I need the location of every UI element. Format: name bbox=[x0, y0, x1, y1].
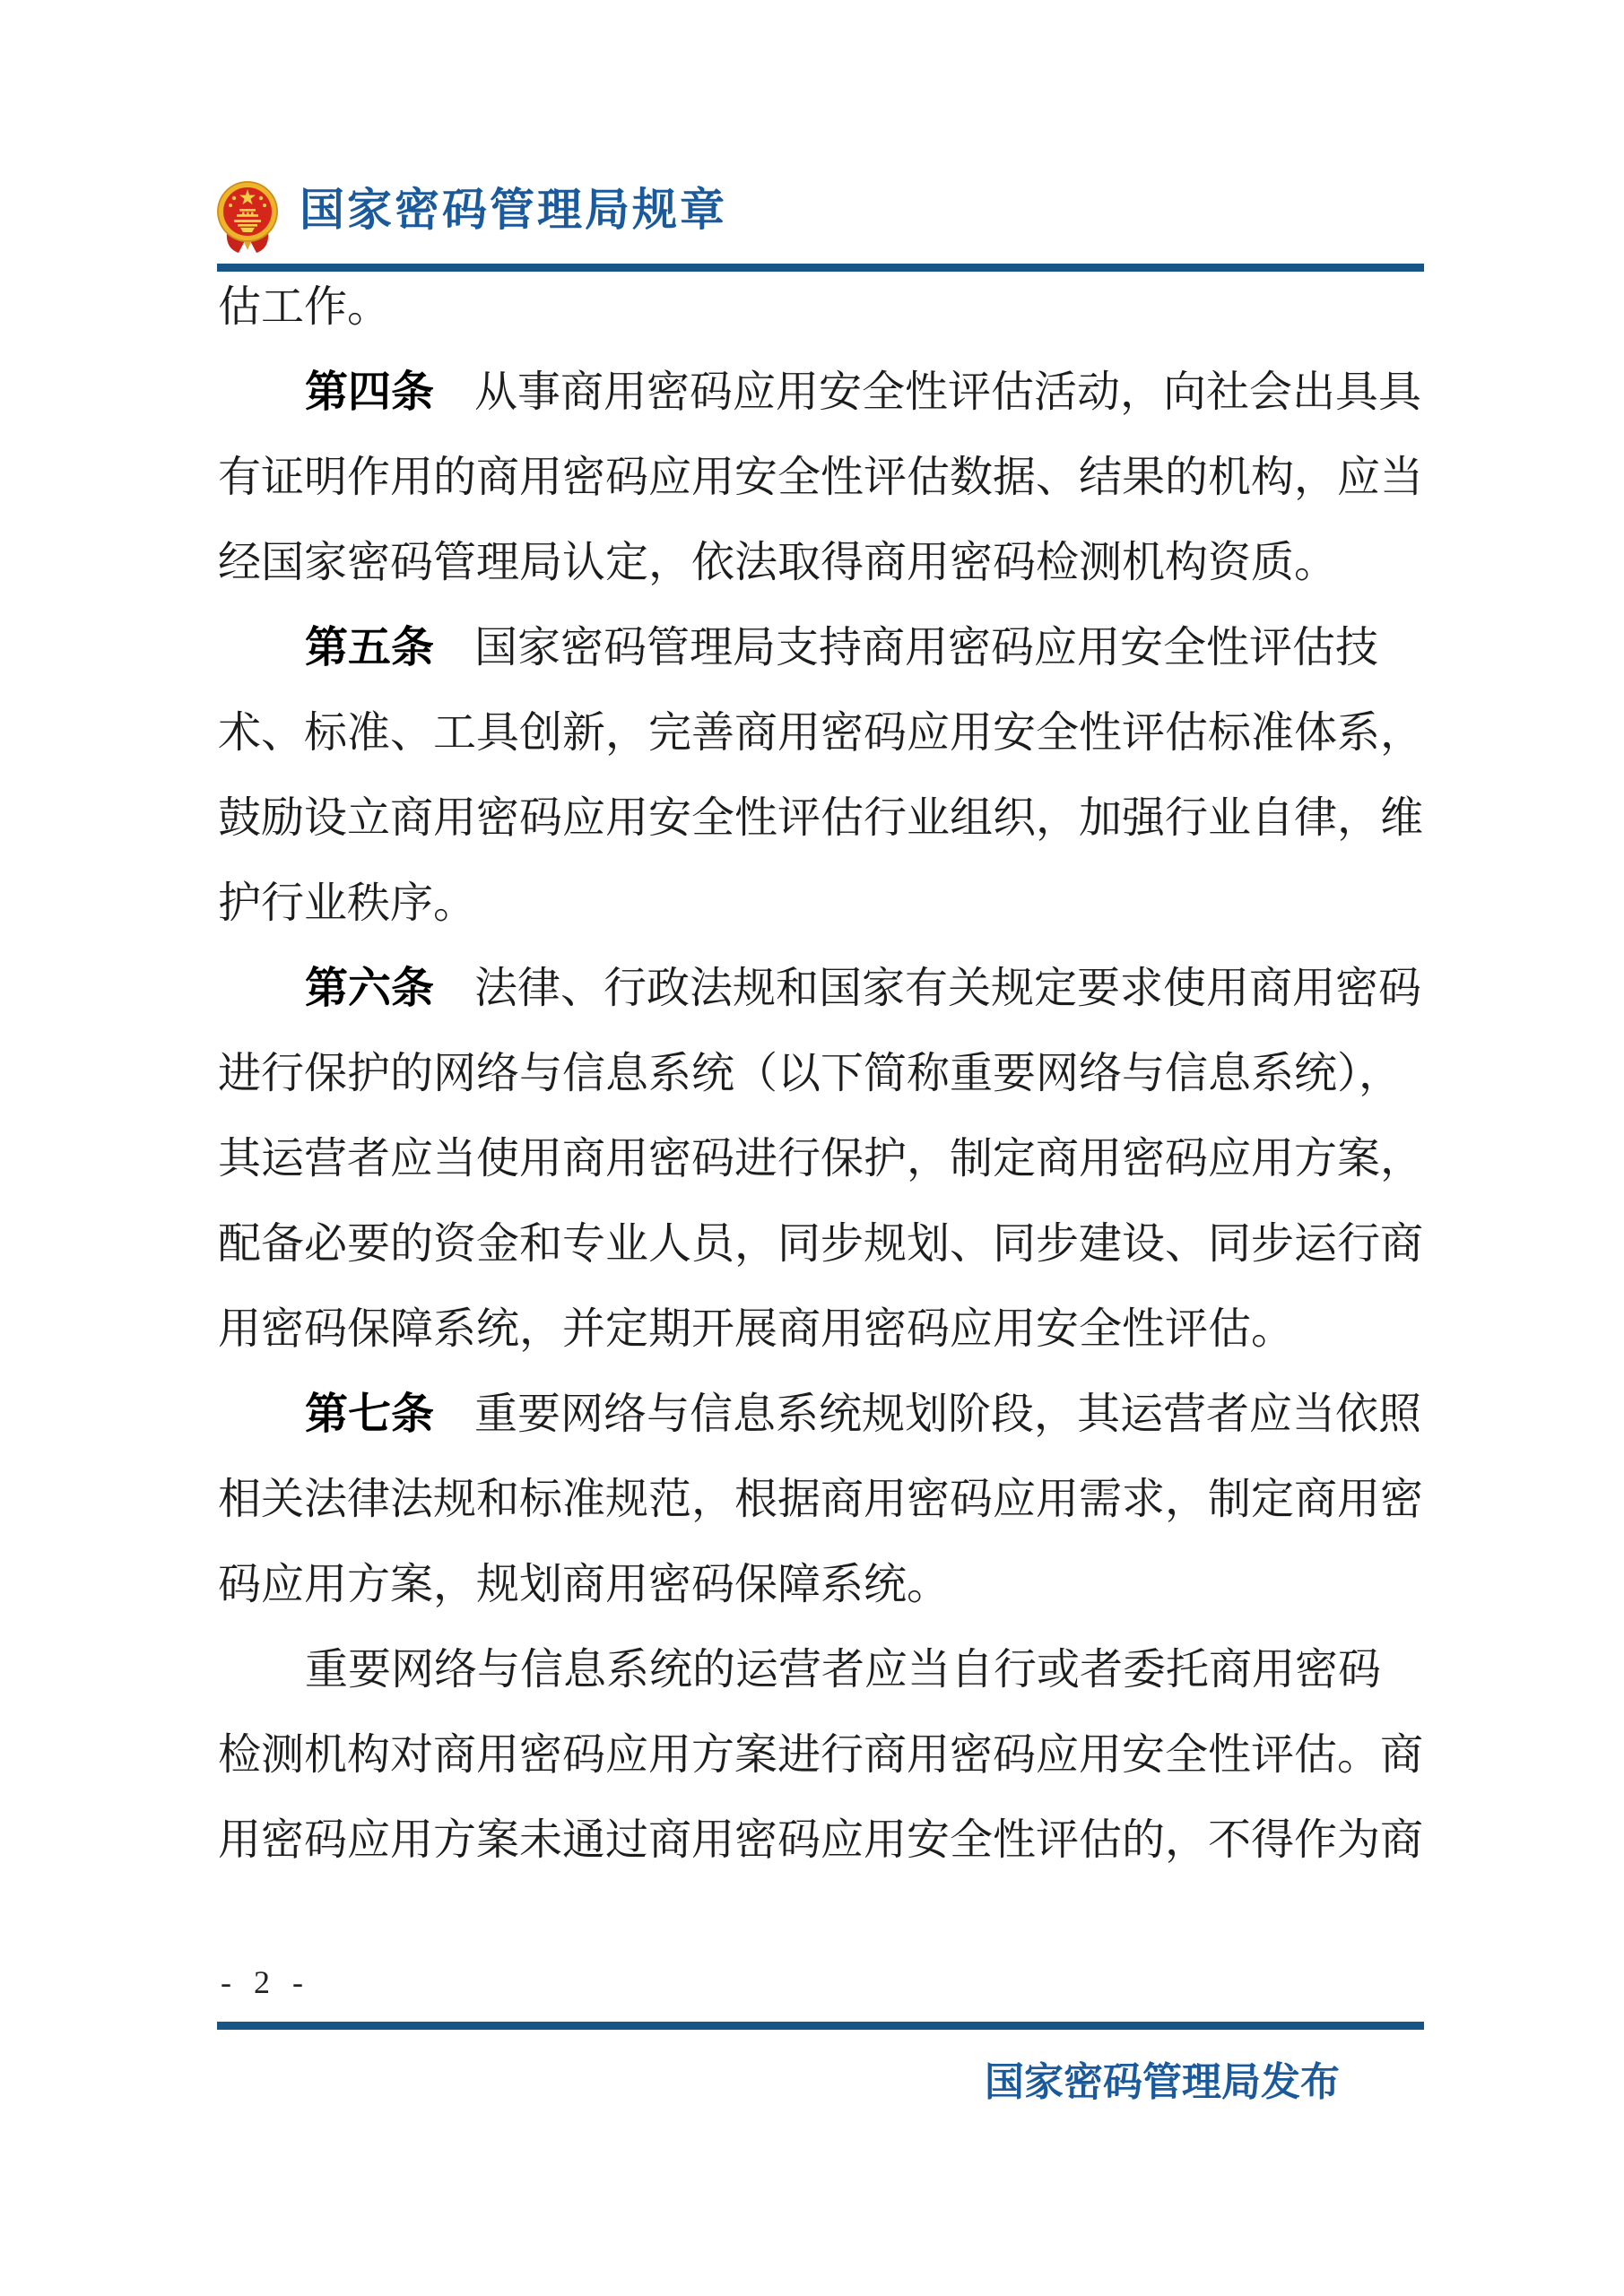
body-line bbox=[218, 350, 1425, 435]
body-line bbox=[218, 1457, 1425, 1542]
body-line bbox=[218, 1372, 1425, 1457]
national-emblem-icon bbox=[215, 178, 280, 254]
body-line-text: 检测机构对商用密码应用方案进行商用密码应用安全性评估。商 bbox=[218, 1731, 1424, 1779]
body-line-text: 护行业秩序。 bbox=[218, 879, 477, 927]
article-number: 第五条 bbox=[305, 624, 435, 671]
body-line-text: 配备必要的资金和专业人员，同步规划、同步建设、同步运行商 bbox=[218, 1220, 1424, 1268]
body-line bbox=[218, 1712, 1425, 1798]
footer-divider bbox=[217, 2022, 1424, 2030]
body-line-text: 经国家密码管理局认定，依法取得商用密码检测机构资质。 bbox=[218, 539, 1338, 586]
body-line-text: 重要网络与信息系统的运营者应当自行或者委托商用密码 bbox=[305, 1646, 1382, 1694]
page-number: - 2 - bbox=[221, 1964, 310, 2000]
body-line bbox=[218, 1116, 1425, 1201]
body-line-text: 法律、行政法规和国家有关规定要求使用商用密码 bbox=[474, 965, 1422, 1012]
body-line-text: 从事商用密码应用安全性评估活动，向社会出具具 bbox=[474, 368, 1422, 416]
body-line-text: 其运营者应当使用商用密码进行保护，制定商用密码应用方案， bbox=[218, 1135, 1424, 1183]
body-line-text: 有证明作用的商用密码应用安全性评估数据、结果的机构，应当 bbox=[218, 454, 1424, 501]
body-line bbox=[218, 1627, 1425, 1712]
header-title: 国家密码管理局规章 bbox=[300, 185, 727, 235]
body-line bbox=[218, 946, 1425, 1031]
body-line-text: 相关法律法规和标准规范，根据商用密码应用需求，制定商用密 bbox=[218, 1476, 1424, 1523]
body-line-text: 用密码保障系统，并定期开展商用密码应用安全性评估。 bbox=[218, 1305, 1295, 1353]
body-line-text: 国家密码管理局支持商用密码应用安全性评估技 bbox=[474, 624, 1379, 671]
body-line-text: 术、标准、工具创新，完善商用密码应用安全性评估标准体系， bbox=[218, 709, 1424, 757]
body-line bbox=[218, 1542, 1425, 1627]
body-line-text: 进行保护的网络与信息系统（以下简称重要网络与信息系统）， bbox=[218, 1050, 1403, 1097]
body-line-text: 鼓励设立商用密码应用安全性评估行业组织，加强行业自律，维 bbox=[218, 794, 1424, 842]
body-line bbox=[218, 264, 1425, 350]
publisher-label: 国家密码管理局发布 bbox=[985, 2060, 1340, 2104]
body-line-text: 用密码应用方案未通过商用密码应用安全性评估的，不得作为商 bbox=[218, 1816, 1424, 1864]
body-line bbox=[218, 690, 1425, 775]
body-line bbox=[218, 1798, 1425, 1883]
body-line bbox=[218, 435, 1425, 520]
article-number: 第六条 bbox=[305, 965, 435, 1012]
body-line bbox=[218, 1287, 1425, 1372]
body-line bbox=[218, 520, 1425, 605]
article-number: 第七条 bbox=[305, 1391, 435, 1438]
body-line-text: 估工作。 bbox=[218, 283, 391, 331]
body-line bbox=[218, 1031, 1425, 1116]
body-line bbox=[218, 1201, 1425, 1287]
article-number: 第四条 bbox=[305, 368, 435, 416]
document-body bbox=[218, 264, 1425, 1883]
body-line-text: 码应用方案，规划商用密码保障系统。 bbox=[218, 1561, 951, 1608]
body-line bbox=[218, 605, 1425, 690]
body-line bbox=[218, 861, 1425, 946]
body-line bbox=[218, 775, 1425, 861]
body-line-text: 重要网络与信息系统规划阶段，其运营者应当依照 bbox=[474, 1391, 1422, 1438]
